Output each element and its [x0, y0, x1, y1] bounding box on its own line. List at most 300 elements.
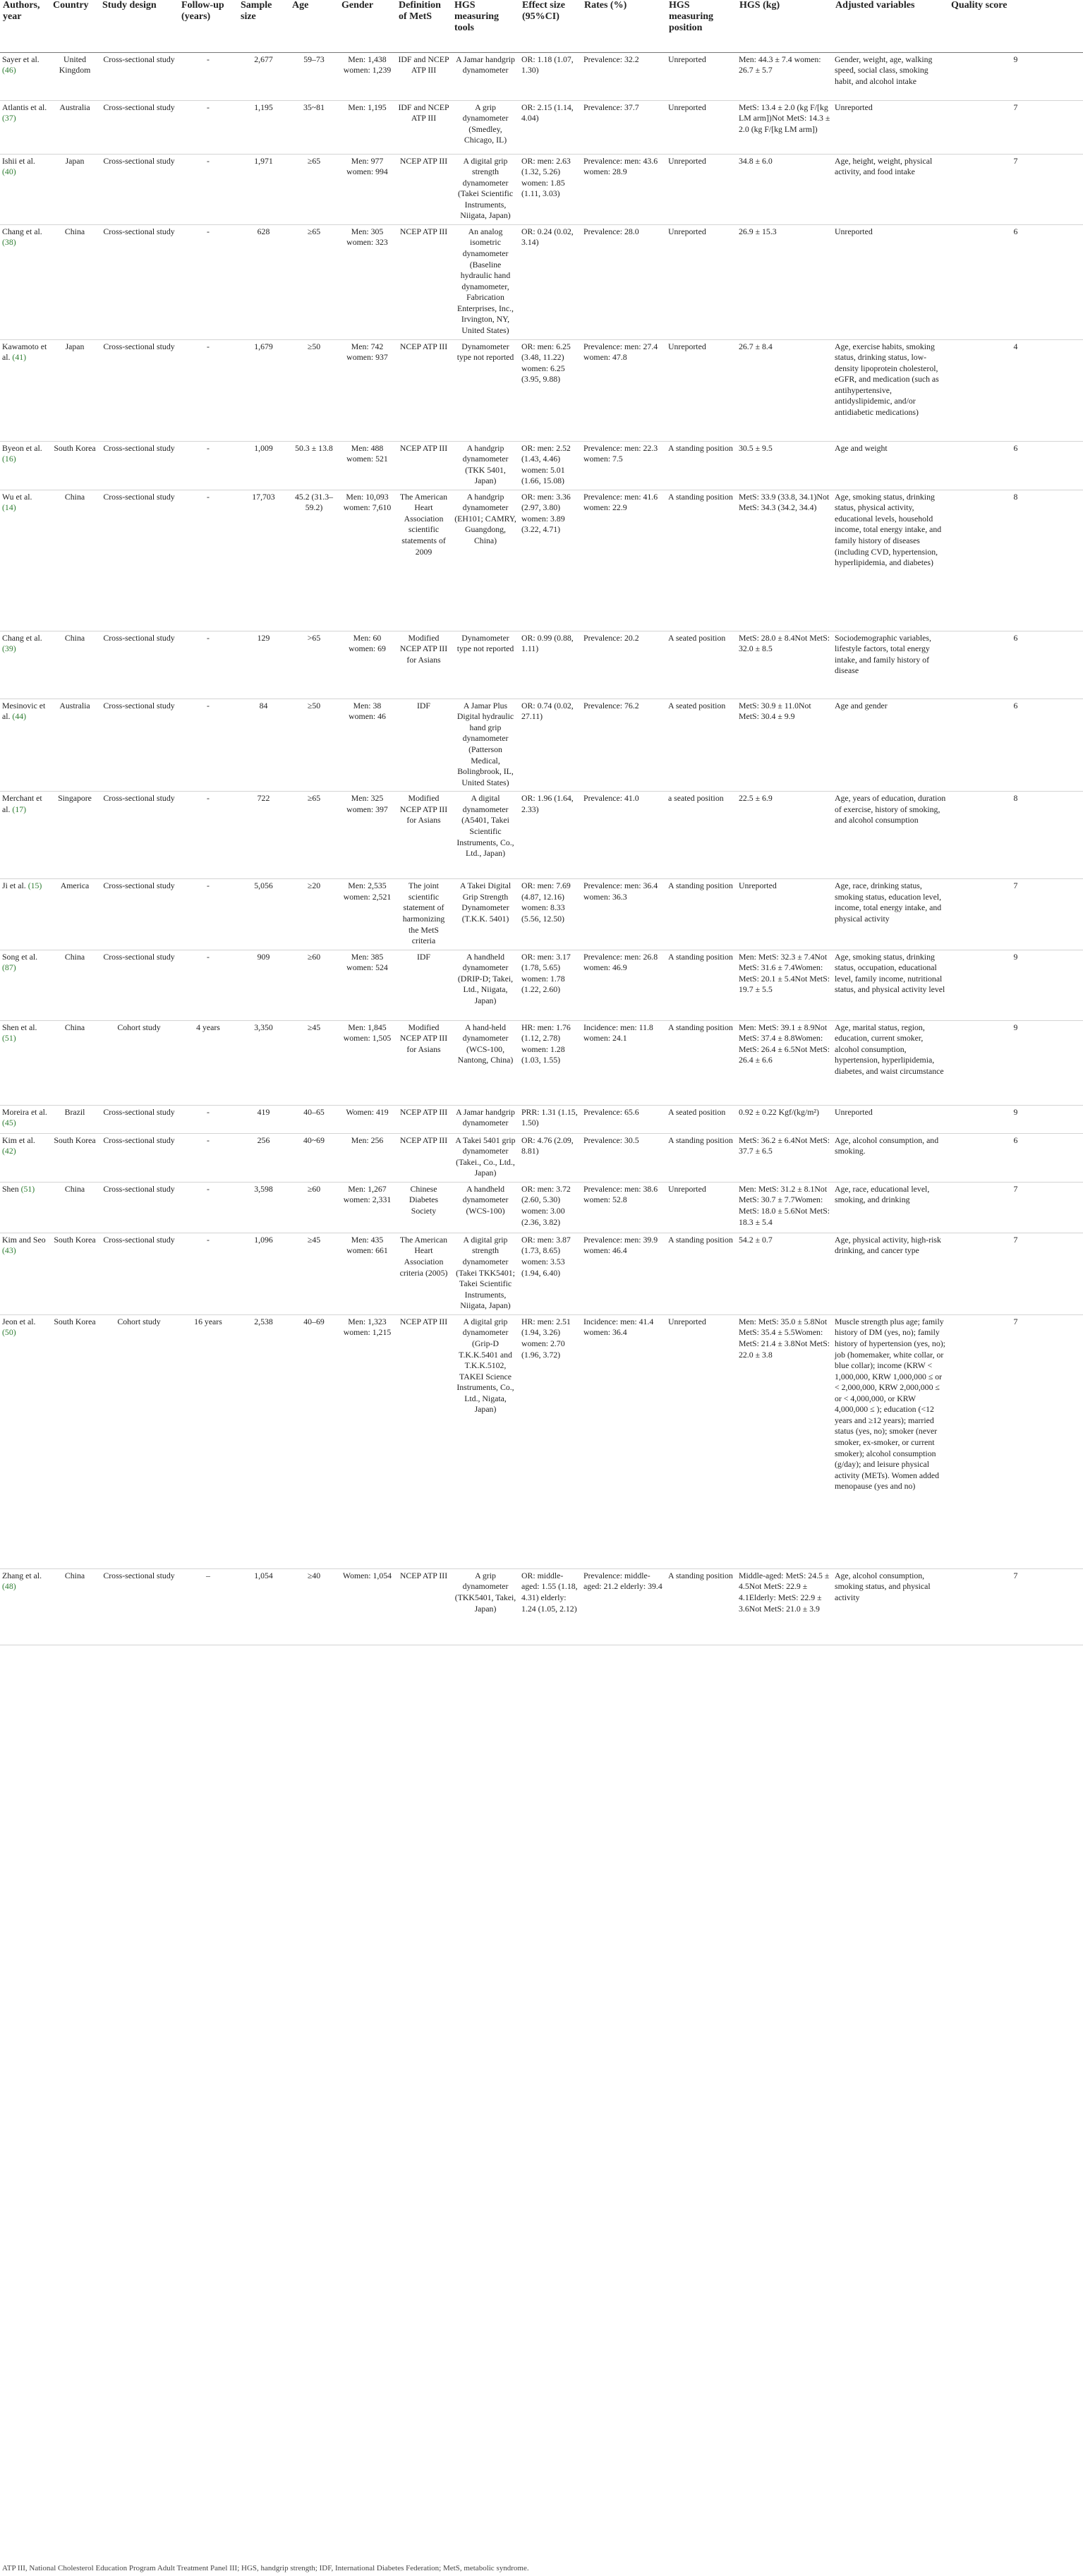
- rates-cell: Prevalence: men: 43.6 women: 28.9: [583, 155, 658, 177]
- table-row: [0, 950, 1083, 1020]
- column-header: Country: [53, 0, 89, 11]
- column-header: Definition of MetS: [399, 0, 441, 23]
- table-row: [0, 1133, 1083, 1182]
- hgs-position-cell: Unreported: [668, 102, 706, 112]
- author-name: Byeon et al.: [2, 442, 42, 453]
- hgs-tool-cell: A Jamar Plus Digital hydraulic hand grip dynamometer (Patterson Medical, Bolingbrook, IL, United States): [456, 700, 514, 787]
- column-header: HGS (kg): [739, 0, 780, 11]
- gender-cell: Men: 38 women: 46: [349, 700, 386, 722]
- header-row: [0, 0, 1083, 52]
- gender-cell: Men: 1,267 women: 2,331: [343, 1183, 392, 1205]
- author-name: Mesinovic et al.: [2, 700, 46, 722]
- study-design-cell: Cross-sectional study: [103, 1106, 175, 1117]
- author-name: Sayer et al.: [2, 54, 40, 64]
- quality-score-cell: 9: [1013, 54, 1018, 64]
- gender-cell: Men: 435 women: 661: [346, 1234, 388, 1256]
- reference-link[interactable]: (39): [2, 643, 16, 654]
- rates-cell: Prevalence: men: 22.3 women: 7.5: [583, 442, 658, 464]
- adjusted-variables-cell: Age, race, educational level, smoking, and drinking: [835, 1183, 930, 1205]
- country-cell: Australia: [59, 700, 90, 710]
- author-name: Ishii et al.: [2, 155, 35, 166]
- column-header: Follow-up (years): [181, 0, 224, 23]
- gender-cell: Men: 1,438 women: 1,239: [343, 54, 392, 75]
- age-cell: ≥45: [307, 1022, 321, 1032]
- reference-link[interactable]: (87): [2, 962, 16, 973]
- hgs-kg-cell: MetS: 28.0 ± 8.4Not MetS: 32.0 ± 8.5: [739, 632, 830, 654]
- effect-size-cell: OR: 4.76 (2.09, 8.81): [521, 1135, 574, 1156]
- quality-score-cell: 6: [1013, 1135, 1018, 1145]
- author-name: Kim and Seo: [2, 1234, 46, 1245]
- mets-definition-cell: Modified NCEP ATP III for Asians: [399, 793, 448, 826]
- author-cell: [0, 1105, 50, 1133]
- sample-size-cell: 3,598: [254, 1183, 273, 1194]
- age-cell: 45.2 (31.3–59.2): [294, 491, 334, 513]
- hgs-tool-cell: A hand-held dynamometer (WCS-100, Nantong, China): [457, 1022, 514, 1065]
- follow-up-cell: -: [207, 881, 210, 891]
- study-design-cell: Cross-sectional study: [103, 1234, 175, 1245]
- rates-cell: Prevalence: men: 26.8 women: 46.9: [583, 951, 658, 973]
- study-design-cell: Cross-sectional study: [103, 442, 175, 453]
- hgs-tool-cell: A handheld dynamometer (DRIP-D; Takei, Ltd., Niigata, Japan): [457, 951, 514, 1005]
- quality-score-cell: 9: [1013, 951, 1018, 962]
- table-row: [0, 52, 1083, 100]
- hgs-tool-cell: Dynamometer type not reported: [456, 341, 514, 363]
- hgs-position-cell: A standing position: [668, 951, 733, 962]
- column-header: HGS measuring position: [669, 0, 713, 34]
- follow-up-cell: 4 years: [196, 1022, 220, 1032]
- effect-size-cell: OR: men: 2.63 (1.32, 5.26) women: 1.85 (1.11, 3.03): [521, 155, 571, 199]
- quality-score-cell: 6: [1013, 632, 1018, 643]
- rates-cell: Prevalence: men: 38.6 women: 52.8: [583, 1183, 658, 1205]
- column-header: Adjusted variables: [835, 0, 915, 11]
- follow-up-cell: -: [207, 102, 210, 112]
- mets-definition-cell: NCEP ATP III: [399, 442, 448, 453]
- mets-definition-cell: Modified NCEP ATP III for Asians: [399, 632, 448, 665]
- study-design-cell: Cohort study: [117, 1316, 161, 1326]
- country-cell: China: [64, 1022, 85, 1032]
- country-cell: America: [60, 881, 90, 891]
- rates-cell: Prevalence: men: 39.9 women: 46.4: [583, 1234, 658, 1256]
- gender-cell: Men: 1,195: [348, 102, 387, 112]
- hgs-kg-cell: 26.9 ± 15.3: [739, 226, 777, 236]
- hgs-position-cell: A standing position: [668, 1022, 733, 1032]
- mets-definition-cell: NCEP ATP III: [399, 155, 448, 166]
- adjusted-variables-cell: Muscle strength plus age; family history of DM (yes, no); family history of hypertension (yes, no); job (homemaker, white collar, or blue collar); income (KRW < 1,000,000, KRW 1,000,000 ≤ or < 2,000,000, KRW 2,000,000 ≤ or < 4,000,000, or KRW 4,000,000 ≤ ); education (<12 years and ≥12 years); married status (yes, no); smoker (never smoker, ex-smoker, or current smoker); alcohol consumption (g/day); and leisure physical activity (METs). Women added menopause (yes and no): [835, 1316, 945, 1492]
- gender-cell: Men: 1,323 women: 1,215: [343, 1316, 392, 1338]
- study-design-cell: Cross-sectional study: [103, 491, 175, 502]
- study-design-cell: Cohort study: [117, 1022, 161, 1032]
- column-header: Sample size: [241, 0, 272, 23]
- table-row: [0, 224, 1083, 339]
- gender-cell: Men: 488 women: 521: [346, 442, 388, 464]
- hgs-kg-cell: 26.7 ± 8.4: [739, 341, 773, 351]
- sample-size-cell: 419: [257, 1106, 270, 1117]
- effect-size-cell: OR: 0.24 (0.02, 3.14): [521, 226, 574, 248]
- effect-size-cell: OR: men: 6.25 (3.48, 11.22) women: 6.25 (3.95, 9.88): [521, 341, 571, 385]
- effect-size-cell: PRR: 1.31 (1.15, 1.50): [521, 1106, 578, 1128]
- age-cell: ≥50: [307, 700, 321, 710]
- author-cell: [0, 441, 50, 490]
- hgs-position-cell: A standing position: [668, 881, 733, 891]
- quality-score-cell: 8: [1013, 491, 1018, 502]
- table-row: [0, 1020, 1083, 1105]
- quality-score-cell: 7: [1013, 1570, 1018, 1580]
- gender-cell: Men: 977 women: 994: [346, 155, 388, 177]
- reference-link[interactable]: (46): [2, 65, 16, 75]
- sample-size-cell: 2,677: [254, 54, 273, 64]
- effect-size-cell: HR: men: 2.51 (1.94, 3.26) women: 2.70 (1.96, 3.72): [521, 1316, 571, 1360]
- column-header: Quality score: [951, 0, 1008, 11]
- hgs-position-cell: A standing position: [668, 1570, 733, 1580]
- follow-up-cell: 16 years: [194, 1316, 222, 1326]
- follow-up-cell: -: [207, 793, 210, 804]
- rates-cell: Prevalence: men: 41.6 women: 22.9: [583, 491, 658, 513]
- age-cell: ≥20: [307, 881, 321, 891]
- follow-up-cell: -: [207, 1183, 210, 1194]
- country-cell: South Korea: [54, 1135, 96, 1145]
- mets-definition-cell: The American Heart Association scientific statements of 2009: [399, 491, 448, 557]
- study-design-cell: Cross-sectional study: [103, 1570, 175, 1580]
- author-name: Jeon et al.: [2, 1316, 36, 1326]
- age-cell: 40–65: [303, 1106, 325, 1117]
- reference-link[interactable]: (17): [12, 804, 27, 814]
- hgs-kg-cell: 54.2 ± 0.7: [739, 1234, 773, 1245]
- hgs-position-cell: a seated position: [668, 793, 724, 804]
- adjusted-variables-cell: Gender, weight, age, walking speed, social class, smoking habit, and alcohol intake: [835, 54, 933, 86]
- reference-link[interactable]: (14): [2, 502, 16, 513]
- rates-cell: Prevalence: 65.6: [583, 1106, 639, 1117]
- adjusted-variables-cell: Age, smoking status, drinking status, occupation, educational level, family income, nutritional status, and physical activity level: [835, 951, 945, 995]
- reference-link[interactable]: (41): [12, 352, 27, 363]
- column-header: Age: [292, 0, 309, 11]
- follow-up-cell: -: [207, 700, 210, 710]
- author-name: Shen: [2, 1183, 19, 1194]
- follow-up-cell: -: [207, 442, 210, 453]
- author-name: Wu et al.: [2, 491, 32, 502]
- follow-up-cell: –: [206, 1570, 210, 1580]
- quality-score-cell: 7: [1013, 881, 1018, 891]
- country-cell: China: [64, 1570, 85, 1580]
- age-cell: >65: [307, 632, 321, 643]
- hgs-kg-cell: Unreported: [739, 881, 777, 891]
- column-header: Study design: [102, 0, 157, 11]
- follow-up-cell: -: [207, 341, 210, 351]
- table-header: [0, 0, 1083, 52]
- reference-link[interactable]: (38): [2, 237, 16, 248]
- adjusted-variables-cell: Age, smoking status, drinking status, physical activity, educational levels, household income, total energy intake, and family history of diseases (including CVD, hypertension, hyperlipidemia, and diabetes): [835, 491, 942, 568]
- adjusted-variables-cell: Age, alcohol consumption, and smoking.: [835, 1135, 939, 1156]
- follow-up-cell: -: [207, 632, 210, 643]
- gender-cell: Men: 1,845 women: 1,505: [343, 1022, 392, 1044]
- reference-link[interactable]: (43): [2, 1245, 16, 1256]
- author-name: Kawamoto et al.: [2, 341, 47, 363]
- mets-definition-cell: The American Heart Association criteria (2005): [399, 1234, 448, 1278]
- country-cell: China: [64, 951, 85, 962]
- sample-size-cell: 5,056: [254, 881, 273, 891]
- author-name: Chang et al.: [2, 632, 42, 643]
- table-row: [0, 339, 1083, 441]
- hgs-kg-cell: MetS: 30.9 ± 11.0Not MetS: 30.4 ± 9.9: [739, 700, 811, 722]
- sample-size-cell: 256: [257, 1135, 270, 1145]
- follow-up-cell: -: [207, 226, 210, 236]
- author-name: Atlantis et al.: [2, 102, 47, 112]
- table-row: [0, 1314, 1083, 1568]
- effect-size-cell: OR: middle-aged: 1.55 (1.18, 4.31) elderly: 1.24 (1.05, 2.12): [521, 1570, 578, 1614]
- hgs-tool-cell: A handgrip dynamometer (TKK 5401, Japan): [462, 442, 509, 486]
- author-name: Shen et al.: [2, 1022, 37, 1032]
- quality-score-cell: 6: [1013, 700, 1018, 710]
- effect-size-cell: OR: 1.18 (1.07, 1.30): [521, 54, 574, 75]
- gender-cell: Men: 742 women: 937: [346, 341, 388, 363]
- table-row: [0, 100, 1083, 154]
- reference-link[interactable]: (37): [2, 113, 16, 123]
- mets-definition-cell: NCEP ATP III: [399, 226, 448, 236]
- author-cell: [0, 100, 50, 154]
- table-row: [0, 792, 1083, 879]
- country-cell: Japan: [65, 341, 85, 351]
- rates-cell: Prevalence: 32.2: [583, 54, 639, 64]
- author-cell: [0, 699, 50, 792]
- quality-score-cell: 7: [1013, 102, 1018, 112]
- reference-link[interactable]: (44): [12, 711, 27, 722]
- column-header: HGS measuring tools: [454, 0, 499, 34]
- author-cell: [0, 1020, 50, 1105]
- study-design-cell: Cross-sectional study: [103, 881, 175, 891]
- sample-size-cell: 1,679: [254, 341, 273, 351]
- age-cell: ≥65: [307, 226, 321, 236]
- hgs-kg-cell: Middle-aged: MetS: 24.5 ± 4.5Not MetS: 22.9 ± 4.1Elderly: MetS: 22.9 ± 3.6Not MetS: 21.0 ± 3.9: [739, 1570, 830, 1614]
- age-cell: 50.3 ± 13.8: [295, 442, 333, 453]
- column-header: Effect size (95%CI): [522, 0, 566, 23]
- effect-size-cell: HR: men: 1.76 (1.12, 2.78) women: 1.28 (1.03, 1.55): [521, 1022, 571, 1065]
- hgs-position-cell: A standing position: [668, 1234, 733, 1245]
- follow-up-cell: -: [207, 1135, 210, 1145]
- effect-size-cell: OR: men: 3.72 (2.60, 5.30) women: 3.00 (2.36, 3.82): [521, 1183, 571, 1227]
- country-cell: Australia: [59, 102, 90, 112]
- column-header: Authors, year: [3, 0, 40, 23]
- reference-link[interactable]: (16): [2, 454, 16, 464]
- author-cell: [0, 1568, 50, 1645]
- author-cell: [0, 1233, 50, 1314]
- hgs-kg-cell: Men: MetS: 39.1 ± 8.9Not MetS: 37.4 ± 8.8Women: MetS: 26.4 ± 6.5Not MetS: 26.4 ± 6.6: [739, 1022, 830, 1065]
- table-row: [0, 1233, 1083, 1314]
- gender-cell: Men: 325 women: 397: [346, 793, 388, 814]
- sample-size-cell: 722: [257, 793, 270, 804]
- mets-definition-cell: IDF: [416, 700, 430, 710]
- author-cell: [0, 879, 50, 950]
- country-cell: South Korea: [54, 442, 96, 453]
- table-row: [0, 154, 1083, 224]
- follow-up-cell: -: [207, 951, 210, 962]
- hgs-position-cell: A seated position: [668, 632, 726, 643]
- follow-up-cell: -: [207, 54, 210, 64]
- effect-size-cell: OR: 2.15 (1.14, 4.04): [521, 102, 574, 123]
- hgs-tool-cell: A grip dynamometer (TKK5401, Takei, Japan): [454, 1570, 516, 1614]
- gender-cell: Women: 1,054: [342, 1570, 392, 1580]
- sample-size-cell: 1,009: [254, 442, 273, 453]
- mets-definition-cell: The joint scientific statement of harmonizing the MetS criteria: [402, 881, 445, 946]
- sample-size-cell: 3,350: [254, 1022, 273, 1032]
- reference-link[interactable]: (42): [2, 1146, 16, 1156]
- author-cell: [0, 950, 50, 1020]
- adjusted-variables-cell: Unreported: [835, 102, 873, 112]
- sample-size-cell: 84: [259, 700, 268, 710]
- study-design-cell: Cross-sectional study: [103, 951, 175, 962]
- hgs-kg-cell: Men: MetS: 31.2 ± 8.1Not MetS: 30.7 ± 7.7Women: MetS: 18.0 ± 5.6Not MetS: 18.3 ± 5.4: [739, 1183, 830, 1227]
- mets-definition-cell: NCEP ATP III: [399, 1316, 448, 1326]
- hgs-tool-cell: Dynamometer type not reported: [456, 632, 514, 654]
- author-name: Kim et al.: [2, 1135, 35, 1145]
- mets-definition-cell: IDF and NCEP ATP III: [398, 102, 449, 123]
- age-cell: ≥65: [307, 793, 321, 804]
- hgs-tool-cell: A digital grip strength dynamometer (Takei TKK5401; Takei Scientific Instruments, Niigata, Japan): [456, 1234, 515, 1311]
- mets-definition-cell: NCEP ATP III: [399, 1570, 448, 1580]
- sample-size-cell: 1,054: [254, 1570, 273, 1580]
- age-cell: ≥45: [307, 1234, 321, 1245]
- rates-cell: Prevalence: 30.5: [583, 1135, 639, 1145]
- reference-link[interactable]: (51): [20, 1183, 35, 1194]
- hgs-tool-cell: An analog isometric dynamometer (Baseline hydraulic hand dynamometer, Fabrication Enterprises, Inc., Irvington, NY, United States): [457, 226, 514, 335]
- hgs-kg-cell: Men: MetS: 32.3 ± 7.4Not MetS: 31.6 ± 7.4Women: MetS: 20.1 ± 5.4Not MetS: 19.7 ± 5.5: [739, 951, 830, 995]
- rates-cell: Prevalence: men: 27.4 women: 47.8: [583, 341, 658, 363]
- mets-definition-cell: Chinese Diabetes Society: [409, 1183, 439, 1216]
- effect-size-cell: OR: men: 3.17 (1.78, 5.65) women: 1.78 (1.22, 2.60): [521, 951, 571, 995]
- gender-cell: Men: 2,535 women: 2,521: [343, 881, 392, 902]
- country-cell: South Korea: [54, 1316, 96, 1326]
- sample-size-cell: 1,096: [254, 1234, 273, 1245]
- follow-up-cell: -: [207, 491, 210, 502]
- adjusted-variables-cell: Age, marital status, region, education, current smoker, alcohol consumption, hypertension, hyperlipidemia, diabetes, and waist circumstance: [835, 1022, 944, 1076]
- gender-cell: Men: 10,093 women: 7,610: [343, 491, 392, 513]
- hgs-position-cell: Unreported: [668, 226, 706, 236]
- reference-link[interactable]: (51): [2, 1033, 16, 1044]
- adjusted-variables-cell: Age and gender: [835, 700, 888, 710]
- mets-definition-cell: NCEP ATP III: [399, 341, 448, 351]
- author-cell: [0, 631, 50, 699]
- study-design-cell: Cross-sectional study: [103, 700, 175, 710]
- hgs-position-cell: A seated position: [668, 700, 726, 710]
- effect-size-cell: OR: men: 7.69 (4.87, 12.16) women: 8.33 (5.56, 12.50): [521, 881, 571, 924]
- table-row: [0, 441, 1083, 490]
- country-cell: China: [64, 491, 85, 502]
- hgs-kg-cell: Men: MetS: 35.0 ± 5.8Not MetS: 35.4 ± 5.5Women: MetS: 21.4 ± 3.8Not MetS: 22.0 ± 3.8: [739, 1316, 830, 1360]
- sample-size-cell: 909: [257, 951, 270, 962]
- follow-up-cell: -: [207, 1106, 210, 1117]
- reference-link[interactable]: (45): [2, 1118, 16, 1128]
- hgs-kg-cell: MetS: 13.4 ± 2.0 (kg F/[kg LM arm])Not MetS: 14.3 ± 2.0 (kg F/[kg LM arm]): [739, 102, 830, 134]
- study-design-cell: Cross-sectional study: [103, 793, 175, 804]
- adjusted-variables-cell: Age, race, drinking status, smoking status, education level, income, total energy intake, and physical activity: [835, 881, 942, 924]
- hgs-position-cell: A standing position: [668, 491, 733, 502]
- table-row: [0, 631, 1083, 699]
- sample-size-cell: 129: [257, 632, 270, 643]
- hgs-tool-cell: A digital grip dynamometer (Grip-D T.K.K.5401 and T.K.K.5102, TAKEI Science Instruments, Co., Ltd., Nigata, Japan): [456, 1316, 514, 1415]
- table-body: [0, 52, 1083, 1645]
- mets-definition-cell: Modified NCEP ATP III for Asians: [399, 1022, 448, 1054]
- author-name: Chang et al.: [2, 226, 42, 236]
- effect-size-cell: OR: 0.99 (0.88, 1.11): [521, 632, 574, 654]
- follow-up-cell: -: [207, 1234, 210, 1245]
- sample-size-cell: 1,971: [254, 155, 273, 166]
- rates-cell: Prevalence: 28.0: [583, 226, 639, 236]
- author-cell: [0, 52, 50, 100]
- country-cell: China: [64, 226, 85, 236]
- hgs-tool-cell: A Jamar handgrip dynamometer: [456, 1106, 515, 1128]
- rates-cell: Prevalence: 20.2: [583, 632, 639, 643]
- adjusted-variables-cell: Sociodemographic variables, lifestyle factors, total energy intake, and family history of disease: [835, 632, 931, 676]
- hgs-kg-cell: MetS: 33.9 (33.8, 34.1)Not MetS: 34.3 (34.2, 34.4): [739, 491, 830, 513]
- adjusted-variables-cell: Age, alcohol consumption, smoking status, and physical activity: [835, 1570, 931, 1602]
- author-cell: [0, 490, 50, 631]
- hgs-tool-cell: A digital grip strength dynamometer (Takei Scientific Instruments, Niigata, Japan): [457, 155, 514, 221]
- age-cell: 40–69: [303, 1316, 325, 1326]
- table-row: [0, 879, 1083, 950]
- sample-size-cell: 2,538: [254, 1316, 273, 1326]
- reference-link[interactable]: (48): [2, 1581, 16, 1592]
- hgs-position-cell: Unreported: [668, 1183, 706, 1194]
- age-cell: ≥60: [307, 1183, 321, 1194]
- hgs-tool-cell: A Takei 5401 grip dynamometer (Takei., Co., Ltd., Japan): [455, 1135, 516, 1178]
- hgs-kg-cell: MetS: 36.2 ± 6.4Not MetS: 37.7 ± 6.5: [739, 1135, 830, 1156]
- sample-size-cell: 17,703: [252, 491, 275, 502]
- effect-size-cell: OR: men: 3.36 (2.97, 3.80) women: 3.89 (3.22, 4.71): [521, 491, 571, 535]
- reference-link[interactable]: (15): [28, 881, 42, 891]
- adjusted-variables-cell: Age, exercise habits, smoking status, drinking status, low-density lipoprotein cholesterol, eGFR, and medication (such as antihypertensive, antidyslipidemic, and/or antidiabetic medications): [835, 341, 939, 417]
- hgs-tool-cell: A handheld dynamometer (WCS-100): [462, 1183, 509, 1216]
- author-name: Ji et al.: [2, 881, 26, 891]
- quality-score-cell: 4: [1013, 341, 1018, 351]
- study-design-cell: Cross-sectional study: [103, 102, 175, 112]
- effect-size-cell: OR: men: 2.52 (1.43, 4.46) women: 5.01 (1.66, 15.08): [521, 442, 571, 486]
- study-design-cell: Cross-sectional study: [103, 341, 175, 351]
- author-cell: [0, 1182, 50, 1233]
- study-design-cell: Cross-sectional study: [103, 1183, 175, 1194]
- sample-size-cell: 1,195: [254, 102, 273, 112]
- hgs-kg-cell: 0.92 ± 0.22 Kgf/(kg/m²): [739, 1106, 819, 1117]
- gender-cell: Men: 385 women: 524: [346, 951, 388, 973]
- table-row: [0, 1105, 1083, 1133]
- gender-cell: Women: 419: [346, 1106, 389, 1117]
- rates-cell: Prevalence: middle-aged: 21.2 elderly: 39.4: [583, 1570, 662, 1592]
- age-cell: 35~81: [303, 102, 325, 112]
- adjusted-variables-cell: Unreported: [835, 226, 873, 236]
- adjusted-variables-cell: Age, height, weight, physical activity, and food intake: [835, 155, 933, 177]
- country-cell: China: [64, 1183, 85, 1194]
- rates-cell: Prevalence: 76.2: [583, 700, 639, 710]
- hgs-position-cell: Unreported: [668, 155, 706, 166]
- reference-link[interactable]: (40): [2, 167, 16, 177]
- study-design-cell: Cross-sectional study: [103, 226, 175, 236]
- quality-score-cell: 7: [1013, 1316, 1018, 1326]
- hgs-position-cell: A standing position: [668, 1135, 733, 1145]
- table-footnote: ATP III, National Cholesterol Education Program Adult Treatment Panel III; HGS, handgrip strength; IDF, International Diabetes Federation; MetS, metabolic syndrome.: [2, 2564, 529, 2572]
- hgs-position-cell: A standing position: [668, 442, 733, 453]
- sample-size-cell: 628: [257, 226, 270, 236]
- rates-cell: Incidence: men: 11.8 women: 24.1: [583, 1022, 653, 1044]
- quality-score-cell: 6: [1013, 442, 1018, 453]
- reference-link[interactable]: (50): [2, 1327, 16, 1338]
- age-cell: 59–73: [303, 54, 325, 64]
- study-design-cell: Cross-sectional study: [103, 632, 175, 643]
- mets-definition-cell: IDF: [416, 951, 430, 962]
- hgs-kg-cell: 30.5 ± 9.5: [739, 442, 773, 453]
- hgs-position-cell: A seated position: [668, 1106, 726, 1117]
- gender-cell: Men: 305 women: 323: [346, 226, 388, 248]
- author-name: Merchant et al.: [2, 793, 42, 814]
- author-cell: [0, 792, 50, 879]
- quality-score-cell: 8: [1013, 793, 1018, 804]
- author-cell: [0, 224, 50, 339]
